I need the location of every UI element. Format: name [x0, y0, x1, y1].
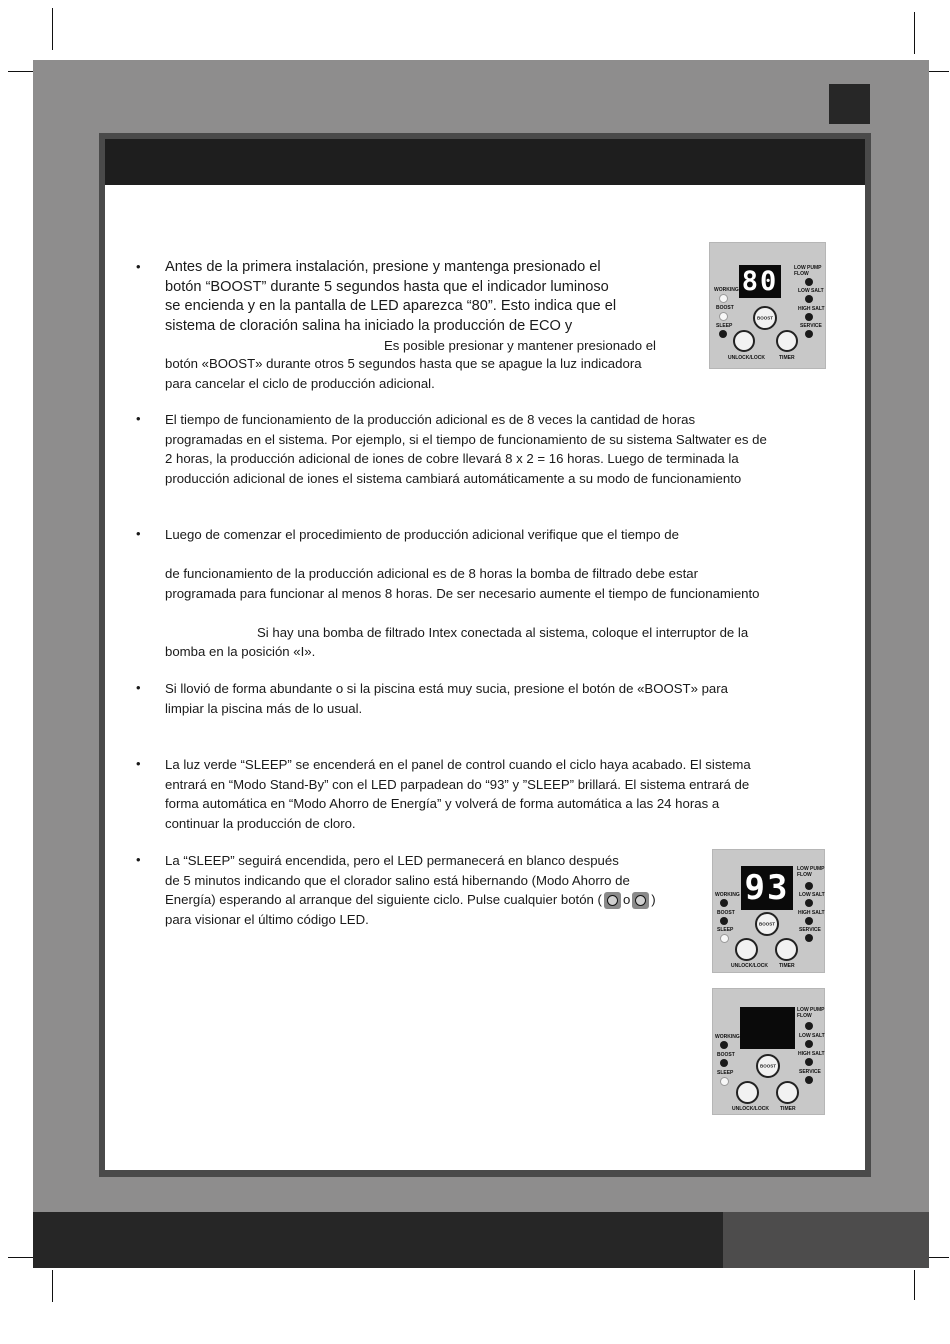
text-line: programada para funcionar al menos 8 horas. De ser necesario aumente el tiempo de funcionamiento: [165, 585, 760, 601]
text-line: programadas en el sistema. Por ejemplo, si el tiempo de funcionamiento de su sistema Saltwater es de: [165, 431, 767, 447]
text-line: El tiempo de funcionamiento de la producción adicional es de 8 veces la cantidad de horas: [165, 412, 696, 427]
label-low-salt: LOW SALT: [799, 892, 825, 898]
text-line: botón «BOOST» durante otros 5 segundos hasta que se apague la luz indicadora: [165, 356, 642, 371]
indicator-sleep: [719, 330, 727, 338]
boost-button-label: BOOST: [756, 315, 773, 321]
text-fragment: Energía) esperando al arranque del siguiente ciclo. Pulse cualquier botón (: [165, 892, 602, 907]
label-high-salt: HIGH SALT: [798, 1051, 825, 1057]
text-line: se encienda y en la pantalla de LED aparezca “80”. Esto indica que el: [165, 298, 617, 314]
crop-mark: [914, 12, 915, 54]
text-line: Luego de comenzar el procedimiento de producción adicional verifique que el tiempo de: [165, 527, 679, 542]
boost-button: [753, 306, 777, 330]
unlock-lock-button: [736, 1081, 759, 1104]
unlock-lock-button: [733, 330, 755, 352]
boost-button-label: BOOST: [759, 1063, 776, 1069]
label-unlock-lock: UNLOCK/LOCK: [732, 1106, 769, 1112]
led-display-value: 80: [741, 266, 779, 297]
paragraph-hibernation: [165, 851, 656, 929]
crop-mark: [52, 8, 53, 50]
timer-button: [776, 1081, 799, 1104]
label-high-salt: HIGH SALT: [798, 910, 825, 916]
label-low-salt: LOW SALT: [799, 1033, 825, 1039]
text-fragment: o: [622, 892, 631, 907]
footer-tab: [723, 1212, 929, 1268]
label-timer: TIMER: [779, 963, 795, 969]
label-boost: BOOST: [716, 305, 734, 311]
timer-button-icon: [604, 892, 621, 909]
section-header-bar: [105, 139, 865, 185]
paragraph-boost-duration: [165, 410, 767, 488]
paragraph-heavy-rain: [165, 679, 728, 718]
text-line: botón “BOOST” durante 5 segundos hasta que el indicador luminoso: [165, 278, 609, 295]
text-line: forma automática en “Modo Ahorro de Energía” y volverá de forma automática a las 24 horas a: [165, 796, 720, 811]
label-service: SERVICE: [800, 323, 822, 329]
page-number-tab: [829, 84, 870, 124]
bullet: •: [136, 259, 141, 274]
text-line: de funcionamiento de la producción adicional es de 8 horas la bomba de filtrado debe estar: [165, 566, 698, 581]
boost-button: [756, 1054, 780, 1078]
bullet: •: [136, 756, 141, 771]
paragraph-pump-time: [165, 525, 760, 662]
led-display-value: 93: [744, 868, 790, 908]
text-line: producción adicional de iones el sistema cambiará automáticamente a su modo de funcionamiento: [165, 470, 742, 486]
crop-mark: [52, 1270, 53, 1302]
text-line: bomba en la posición «I».: [165, 644, 316, 659]
indicator-sleep: [720, 1077, 729, 1086]
indicator-service: [805, 1076, 813, 1084]
text-line: 2 horas, la producción adicional de iones de cobre llevará 8 x 2 = 16 horas. Luego de terminada la: [165, 451, 739, 466]
unlock-button-icon: [632, 892, 649, 909]
text-line: sistema de cloración salina ha iniciado la producción de ECO y: [165, 317, 573, 334]
text-line: [165, 890, 656, 910]
paragraph-boost-start: [165, 258, 656, 393]
timer-button: [775, 938, 798, 961]
label-unlock-lock: UNLOCK/LOCK: [731, 963, 768, 969]
label-low-pump-flow: LOW PUMP FLOW: [794, 265, 822, 277]
text-line: continuar la producción de cloro.: [165, 815, 356, 831]
indicator-service: [805, 934, 813, 942]
label-working: WORKING: [715, 1034, 740, 1040]
bullet: •: [136, 852, 141, 867]
text-line: Si llovió de forma abundante o si la piscina está muy sucia, presione el botón de «BOOST» para: [165, 681, 728, 696]
label-working: WORKING: [714, 287, 739, 293]
indicator-working: [720, 899, 728, 907]
indicator-sleep: [720, 934, 729, 943]
bullet: •: [136, 680, 141, 695]
timer-button: [776, 330, 798, 352]
indicator-high-salt: [805, 917, 813, 925]
text-line: Antes de la primera instalación, presione y mantenga presionado el: [165, 259, 601, 275]
indicator-working: [720, 1041, 728, 1049]
paragraph-sleep-light: [165, 755, 751, 833]
text-line: limpiar la piscina más de lo usual.: [165, 700, 363, 716]
text-line: para cancelar el ciclo de producción adicional.: [165, 375, 435, 391]
text-fragment: ): [651, 892, 656, 907]
text-line: para visionar el último código LED.: [165, 911, 369, 927]
label-low-salt: LOW SALT: [798, 288, 824, 294]
indicator-high-salt: [805, 1058, 813, 1066]
boost-button-label: BOOST: [758, 921, 775, 927]
indicator-high-salt: [805, 313, 813, 321]
control-panel-image: [709, 242, 826, 369]
indicator-low-pump-flow: [805, 278, 813, 286]
label-boost: BOOST: [717, 910, 735, 916]
text-line: entrará en “Modo Stand-By” con el LED parpadean do “93” y ”SLEEP” brillará. El sistema entrará de: [165, 776, 750, 792]
label-sleep: SLEEP: [716, 323, 733, 329]
text-line: Es posible presionar y mantener presionado el: [384, 338, 656, 353]
label-sleep: SLEEP: [717, 1070, 734, 1076]
bullet: •: [136, 526, 141, 541]
text-line: Si hay una bomba de filtrado Intex conectada al sistema, coloque el interruptor de la: [257, 624, 749, 640]
label-timer: TIMER: [780, 1106, 796, 1112]
indicator-working: [719, 294, 728, 303]
indicator-low-pump-flow: [805, 882, 813, 890]
label-high-salt: HIGH SALT: [798, 306, 825, 312]
indicator-low-salt: [805, 899, 813, 907]
label-service: SERVICE: [799, 1069, 821, 1075]
unlock-lock-button: [735, 938, 758, 961]
label-sleep: SLEEP: [717, 927, 734, 933]
control-panel-image: [712, 849, 825, 973]
label-timer: TIMER: [779, 355, 795, 361]
indicator-boost: [720, 917, 728, 925]
indicator-boost: [720, 1059, 728, 1067]
text-line: de 5 minutos indicando que el clorador salino está hibernando (Modo Ahorro de: [165, 872, 630, 888]
label-boost: BOOST: [717, 1052, 735, 1058]
text-line: La “SLEEP” seguirá encendida, pero el LED permanecerá en blanco después: [165, 853, 619, 868]
boost-button: [755, 912, 779, 936]
control-panel-image: [712, 988, 825, 1115]
indicator-service: [805, 330, 813, 338]
led-display: [740, 1007, 795, 1049]
crop-mark: [914, 1270, 915, 1300]
text-line: La luz verde “SLEEP” se encenderá en el panel de control cuando el ciclo haya acabado. El sistema: [165, 757, 751, 772]
label-service: SERVICE: [799, 927, 821, 933]
label-low-pump-flow: LOW PUMP FLOW: [797, 866, 825, 878]
indicator-low-pump-flow: [805, 1022, 813, 1030]
footer-bar: [33, 1212, 723, 1268]
indicator-low-salt: [805, 295, 813, 303]
label-working: WORKING: [715, 892, 740, 898]
bullet: •: [136, 411, 141, 426]
label-unlock-lock: UNLOCK/LOCK: [728, 355, 765, 361]
indicator-low-salt: [805, 1040, 813, 1048]
indicator-boost: [719, 312, 728, 321]
label-low-pump-flow: LOW PUMP FLOW: [797, 1007, 825, 1019]
